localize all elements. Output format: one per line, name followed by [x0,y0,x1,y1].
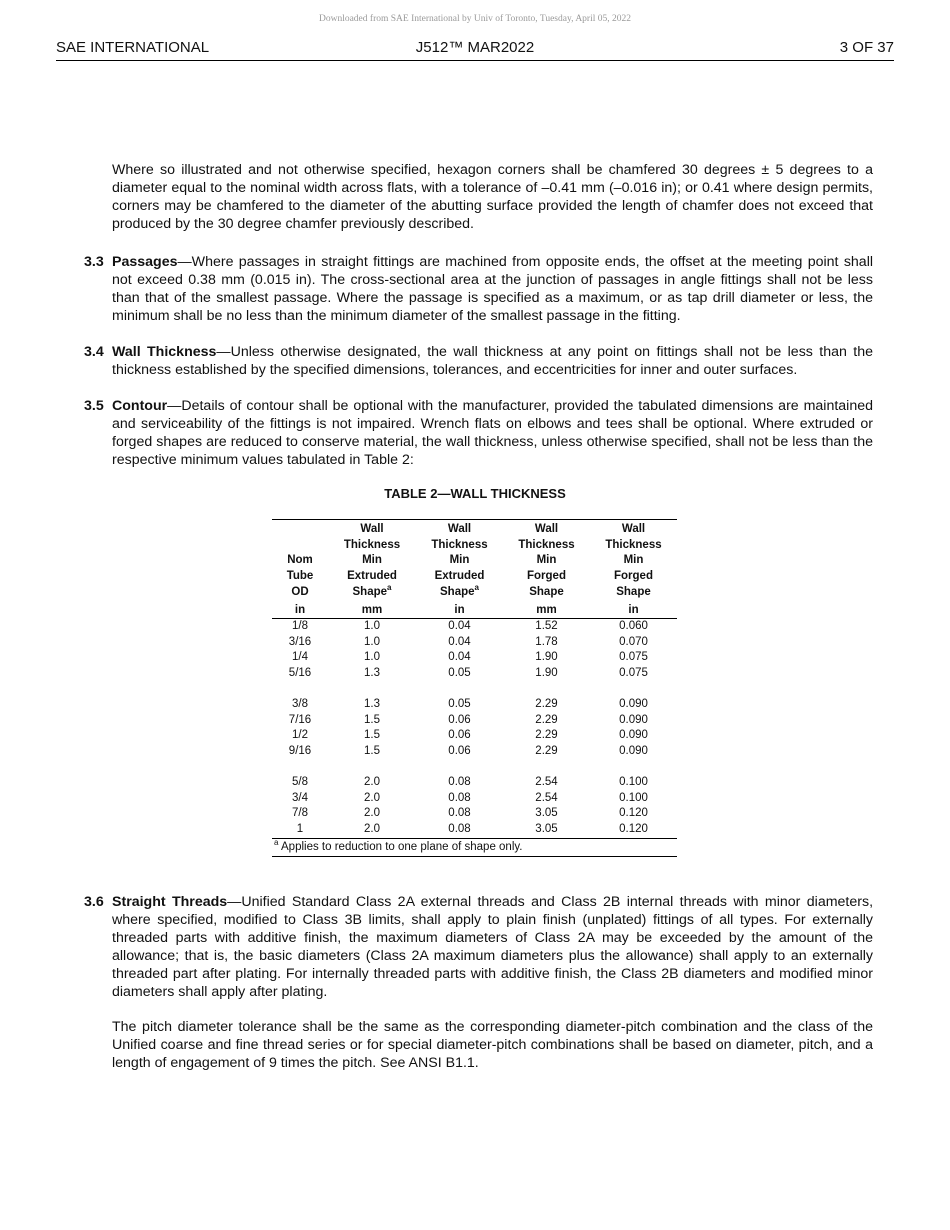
table-cell: 2.0 [364,791,380,804]
header-line: Min [623,554,644,567]
header-line: Min [449,554,470,567]
table-cell: 0.08 [448,822,471,835]
table-cell: 2.54 [535,791,558,804]
pitch-diameter-paragraph: The pitch diameter tolerance shall be the same as the corresponding diameter-pitch combination and the class of the Unified coarse and fine thread series or for special diameter-pitch combinations shall be based on diameter, pitch, and a length of engagement of 9 times the pitch. See ANSI B1.1. [112,1019,873,1071]
hexagon-chamfer-paragraph: Where so illustrated and not otherwise specified, hexagon corners shall be chamfered 30 degrees ± 5 degrees to a diameter equal to the nominal width across flats, with a tolerance of –0.41 mm (–0.016 in); or 0.41 where design permits, corners may be chamfered to the diameter of the abutting surface provided the length of chamfer does not exceed that produced by the 30 degree chamfer previously described. [112,162,873,232]
header-document-id: J512™ MAR2022 [415,39,535,56]
column-header [272,520,328,601]
header-line: Thickness [518,538,575,551]
table-cell: 3/4 [292,791,308,804]
section-body: Unless otherwise designated, the wall thickness at any point on fittings shall not be less than the thickness established by the specified dimensions, tolerances, and eccentricities for inner and outer surfaces. [112,344,873,378]
table-cell: 2.29 [535,729,558,742]
table-cell: 2.29 [535,744,558,757]
table-cell: 1.90 [535,651,558,664]
header-line: Nom [287,554,313,567]
table-cell: 0.08 [448,807,471,820]
table-cell: 0.090 [619,744,648,757]
table-cell: 1.78 [535,635,558,648]
column-header [416,520,503,601]
table-cell: 1.0 [364,635,380,648]
section-title: Wall Thickness [112,344,217,360]
table-cell: 0.090 [619,729,648,742]
table-cell: 2.0 [364,807,380,820]
section-number: 3.5 [84,398,104,414]
table-cell: 1/2 [292,729,308,742]
group-spacer [272,682,677,698]
header-publisher: SAE INTERNATIONAL [56,39,210,56]
table-cell: 0.120 [619,807,648,820]
table-cell: 0.090 [619,698,648,711]
table-row [272,619,677,635]
table-cell: 0.060 [619,620,648,633]
header-line: Extruded [434,570,485,583]
section-body: Where passages in straight fittings are machined from opposite ends, the offset at the meeting point shall not exceed 0.38 mm (0.015 in). The cross-sectional area at the junction of passages in angle fittings shall not be less than that of the smallest passage. Where the passage is specified as a maximum, or as tap drill diameter or less, the minimum shall be no less than the minimum diameter of the smallest passage in the fitting. [112,254,873,324]
table-cell: 3/16 [288,635,312,648]
table-cell: 0.070 [619,635,648,648]
table-cell: 1.5 [364,744,380,757]
table-cell: 1/4 [292,651,308,664]
header-line: Wall [360,523,384,535]
table-cell: 0.075 [619,667,648,679]
table-row [272,713,677,729]
download-watermark: Downloaded from SAE International by Univ of Toronto, Tuesday, April 05, 2022 [318,14,631,24]
table-cell: 0.04 [448,620,471,633]
table-footnote [272,838,677,857]
table-cell: 2.54 [535,776,558,789]
table-2-title: TABLE 2—WALL THICKNESS [384,486,566,501]
table-cell: 7/16 [288,713,312,726]
header-line: Thickness [343,538,401,551]
group-spacer [272,760,677,776]
header-line: Tube [286,570,314,583]
table-cell: 0.05 [448,667,471,679]
section-3-3-passages [84,253,873,325]
table-cell: 0.100 [619,791,648,804]
table-cell: 5/8 [292,776,308,789]
table-cell: 1.0 [364,620,380,633]
table-cell: 0.06 [448,744,471,757]
section-number: 3.3 [84,254,104,270]
header-line: Min [536,554,557,567]
page-header [56,38,894,61]
table-row [272,791,677,807]
table-cell: 0.06 [448,713,471,726]
table-cell: 3.05 [535,822,558,835]
header-line: OD [291,585,309,598]
column-unit: mm [503,601,590,619]
table-cell: 3/8 [292,698,308,711]
table-cell: 1.3 [364,667,380,679]
section-title: Contour [112,398,168,414]
header-line: Shape [352,585,388,598]
table-cell: 1.0 [364,651,380,664]
column-header [590,520,677,601]
table-row [272,697,677,713]
table-cell: 2.29 [535,713,558,726]
table-row [272,728,677,744]
table-cell: 0.120 [619,822,648,835]
header-line: Wall [621,523,646,535]
table-row [272,744,677,760]
table-cell: 1.52 [535,620,558,633]
section-3-5-contour [84,397,873,469]
table-row [272,775,677,791]
table-cell: 1.90 [535,667,558,679]
table-cell: 7/8 [292,807,308,820]
column-unit: in [272,601,328,619]
header-line: Forged [614,570,653,583]
table-cell: 5/16 [288,667,312,679]
table-cell: 0.06 [448,729,471,742]
table-cell: 1.5 [364,713,380,726]
table-cell: 2.0 [364,776,380,789]
section-dash: — [227,894,242,910]
table-cell: 0.05 [448,698,471,711]
header-line: Extruded [347,570,397,583]
section-body: Details of contour shall be optional with the manufacturer, provided the tabulated dimensions are maintained and serviceability of the fittings is not impaired. Wrench flats on elbows and tees shall be optional. Where extruded or forged shapes are reduced to conserve material, the wall thickness, unless otherwise specified, shall not be less than the respective minimum values tabulated in Table 2: [112,398,873,468]
table-cell: 0.08 [448,776,471,789]
section-number: 3.6 [84,894,104,910]
table-row [272,666,677,682]
table-row [272,822,677,838]
table-cell: 2.0 [364,822,380,835]
section-dash: — [216,344,231,360]
section-number: 3.4 [84,344,104,360]
table-cell: 0.090 [619,713,648,726]
table-cell: 0.04 [448,651,471,664]
header-line: Shape [616,585,651,598]
column-unit: in [416,601,503,619]
section-title: Passages [112,254,178,270]
table-row [272,806,677,822]
header-line: Thickness [431,538,488,551]
column-unit: in [590,601,677,619]
table-cell: 1 [296,822,304,835]
header-line: Wall [534,523,559,535]
header-line: Forged [527,570,566,583]
header-page-number: 3 OF 37 [839,39,894,56]
section-title: Straight Threads [112,894,228,910]
wall-thickness-table [272,519,677,857]
header-line: Shape [529,585,564,598]
table-cell: 2.29 [535,698,558,711]
header-footnote-mark: a [474,582,479,592]
header-footnote-mark: a [387,582,392,592]
table-cell: 1.3 [364,698,380,711]
section-3-4-wall-thickness [84,343,873,379]
header-line: Shape [440,585,475,598]
footnote-mark: a [274,837,279,847]
section-body: Unified Standard Class 2A external threads and Class 2B internal threads with minor diameters, where specified, modified to Class 3B limits, shall apply to plain finish (unplated) fittings of all types. For externally threaded parts with additive finish, the maximum diameters of Class 2A may be exceeded by the amount of the allowance; that is, the basic diameters (Class 2A maximum diameters plus the allowance) shall apply to an externally threaded part after plating. For internally threaded parts with additive finish, the Class 2B diameters and modified minor diameters shall apply after plating. [112,894,874,1000]
table-cell: 3.05 [535,807,558,820]
footnote-text: Applies to reduction to one plane of shape only. [278,840,523,853]
table-cell: 9/16 [288,744,312,757]
section-dash: — [167,398,182,414]
table-cell: 0.04 [448,635,471,648]
header-line: Thickness [605,538,662,551]
table-cell: 0.075 [619,651,648,664]
column-unit: mm [328,601,416,619]
table-cell: 0.08 [448,791,471,804]
table-cell: 0.100 [619,776,648,789]
table-cell: 1/8 [292,620,308,633]
table-row [272,635,677,651]
table-row [272,650,677,666]
header-line: Min [362,554,382,567]
column-header [328,520,416,601]
table-cell: 1.5 [364,729,380,742]
section-3-6-straight-threads [84,893,873,1001]
header-line: Wall [447,523,472,535]
section-dash: — [177,254,192,270]
column-header [503,520,590,601]
